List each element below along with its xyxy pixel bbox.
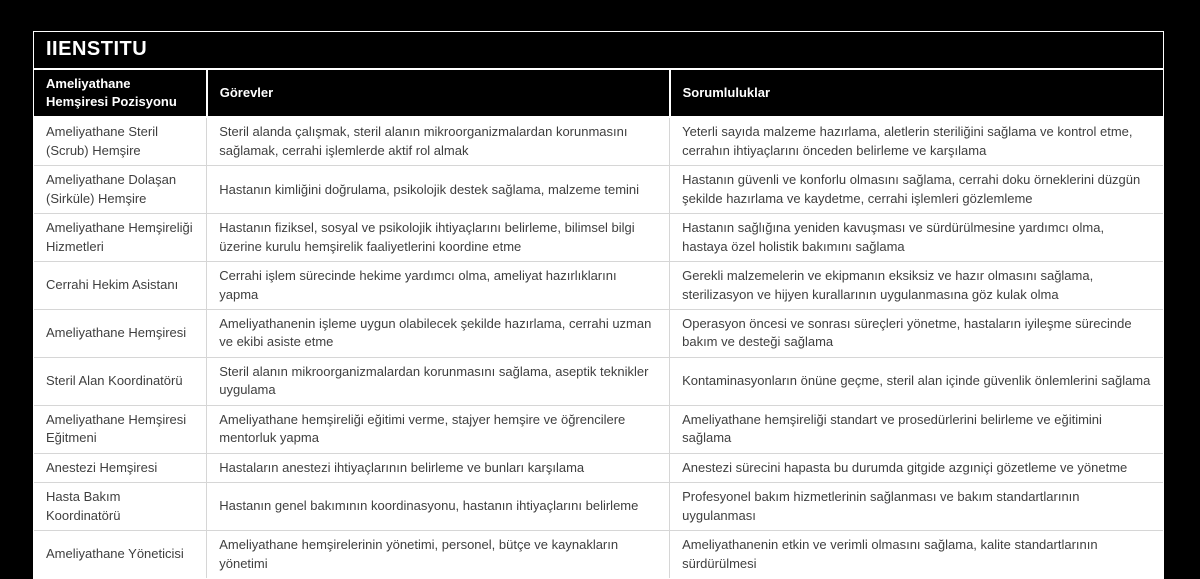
cell-duties: Hastaların anestezi ihtiyaçlarının belirleme ve bunları karşılama — [207, 453, 670, 482]
cell-duties: Hastanın fiziksel, sosyal ve psikolojik ihtiyaçlarını belirleme, bilimsel bilgi üzerine kurulu hemşirelik faaliyetlerini koordine etme — [207, 214, 670, 262]
cell-position: Ameliyathane Hemşireliği Hizmetleri — [34, 214, 207, 262]
cell-position: Anestezi Hemşiresi — [34, 453, 207, 482]
cell-position: Steril Alan Koordinatörü — [34, 357, 207, 405]
table-row — [34, 310, 1163, 358]
cell-duties: Steril alanın mikroorganizmalardan korunmasını sağlama, aseptik teknikler uygulama — [207, 357, 670, 405]
cell-position: Hasta Bakım Koordinatörü — [34, 483, 207, 531]
table-row — [34, 357, 1163, 405]
table-row — [34, 214, 1163, 262]
cell-position: Ameliyathane Yöneticisi — [34, 531, 207, 578]
cell-responsibilities: Anestezi sürecini hapasta bu durumda gitgide azgıniçi gözetleme ve yönetme — [670, 453, 1163, 482]
table-row — [34, 166, 1163, 214]
table-body — [34, 117, 1163, 578]
cell-duties: Steril alanda çalışmak, steril alanın mikroorganizmalardan korunmasını sağlamak, cerrahi işlemlerde aktif rol almak — [207, 117, 670, 165]
table-row — [34, 262, 1163, 310]
cell-responsibilities: Ameliyathane hemşireliği standart ve prosedürlerini belirleme ve eğitimini sağlama — [670, 405, 1163, 453]
cell-responsibilities: Operasyon öncesi ve sonrası süreçleri yönetme, hastaların iyileşme sürecinde bakım ve desteği sağlama — [670, 310, 1163, 358]
column-header-position: Ameliyathane Hemşiresi Pozisyonu — [34, 70, 207, 117]
table-header-row — [34, 70, 1163, 117]
cell-position: Cerrahi Hekim Asistanı — [34, 262, 207, 310]
table-row — [34, 405, 1163, 453]
cell-duties: Ameliyathanenin işleme uygun olabilecek şekilde hazırlama, cerrahi uzman ve ekibi asiste etme — [207, 310, 670, 358]
brand-bar — [34, 32, 1163, 70]
cell-responsibilities: Ameliyathanenin etkin ve verimli olmasını sağlama, kalite standartlarının sürdürülmesi — [670, 531, 1163, 578]
positions-table — [34, 70, 1163, 578]
table-row — [34, 483, 1163, 531]
column-header-duties: Görevler — [207, 70, 670, 117]
cell-responsibilities: Hastanın sağlığına yeniden kavuşması ve sürdürülmesine yardımcı olma, hastaya özel holistik bakımını sağlama — [670, 214, 1163, 262]
column-header-responsibilities: Sorumluluklar — [670, 70, 1163, 117]
cell-position: Ameliyathane Hemşiresi Eğitmeni — [34, 405, 207, 453]
table-row — [34, 117, 1163, 165]
cell-duties: Hastanın kimliğini doğrulama, psikolojik destek sağlama, malzeme temini — [207, 166, 670, 214]
cell-duties: Ameliyathane hemşireliği eğitimi verme, stajyer hemşire ve öğrencilere mentorluk yapma — [207, 405, 670, 453]
cell-responsibilities: Kontaminasyonların önüne geçme, steril alan içinde güvenlik önlemlerini sağlama — [670, 357, 1163, 405]
cell-position: Ameliyathane Steril (Scrub) Hemşire — [34, 117, 207, 165]
cell-duties: Ameliyathane hemşirelerinin yönetimi, personel, bütçe ve kaynakların yönetimi — [207, 531, 670, 578]
cell-responsibilities: Hastanın güvenli ve konforlu olmasını sağlama, cerrahi doku örneklerini düzgün şekilde hazırlama ve kaydetme, cerrahi işlemleri gözlemleme — [670, 166, 1163, 214]
brand-title: IIENSTITU — [46, 38, 148, 60]
cell-duties: Cerrahi işlem sürecinde hekime yardımcı olma, ameliyat hazırlıklarını yapma — [207, 262, 670, 310]
cell-responsibilities: Gerekli malzemelerin ve ekipmanın eksiksiz ve hazır olmasını sağlama, sterilizasyon ve hijyen kurallarının uygulanmasına göz kulak olma — [670, 262, 1163, 310]
table-row — [34, 531, 1163, 578]
cell-responsibilities: Yeterli sayıda malzeme hazırlama, aletlerin steriliğini sağlama ve kontrol etme, cerrahın ihtiyaçlarını önceden belirleme ve karşılama — [670, 117, 1163, 165]
cell-duties: Hastanın genel bakımının koordinasyonu, hastanın ihtiyaçlarını belirleme — [207, 483, 670, 531]
content-panel — [33, 31, 1164, 579]
cell-position: Ameliyathane Hemşiresi — [34, 310, 207, 358]
cell-responsibilities: Profesyonel bakım hizmetlerinin sağlanması ve bakım standartlarının uygulanması — [670, 483, 1163, 531]
cell-position: Ameliyathane Dolaşan (Sirküle) Hemşire — [34, 166, 207, 214]
table-row — [34, 453, 1163, 482]
